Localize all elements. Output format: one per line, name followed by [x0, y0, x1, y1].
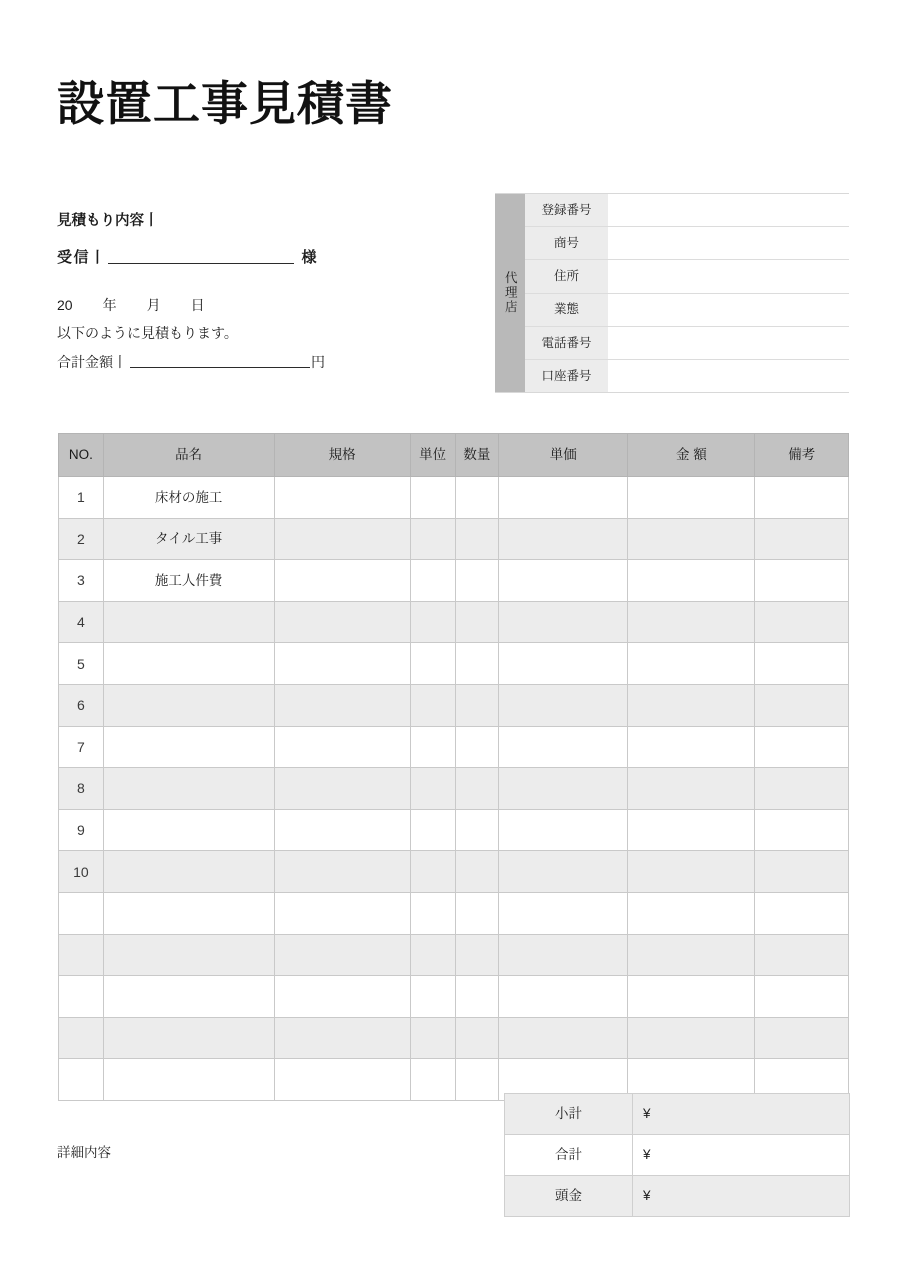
row-number: 9	[59, 809, 104, 851]
item-note[interactable]	[755, 851, 849, 893]
item-name[interactable]	[103, 684, 274, 726]
item-name[interactable]	[103, 601, 274, 643]
totals-body	[505, 1094, 850, 1217]
item-name[interactable]	[103, 726, 274, 768]
item-qty[interactable]	[455, 851, 499, 893]
item-spec[interactable]	[274, 560, 410, 602]
agency-side-label-text: 代理店	[503, 271, 518, 315]
item-name[interactable]: 施工人件費	[103, 560, 274, 602]
table-row	[59, 768, 849, 810]
item-spec[interactable]	[274, 726, 410, 768]
item-spec[interactable]	[274, 518, 410, 560]
agency-row-value[interactable]	[608, 294, 849, 326]
total-amount-row	[57, 355, 417, 369]
item-name[interactable]	[103, 976, 274, 1018]
row-number	[59, 892, 104, 934]
item-note[interactable]	[755, 643, 849, 685]
item-unit-price[interactable]	[499, 684, 628, 726]
item-name[interactable]: 床材の施工	[103, 477, 274, 519]
row-number: 7	[59, 726, 104, 768]
row-number: 5	[59, 643, 104, 685]
item-unit-price[interactable]	[499, 934, 628, 976]
item-note[interactable]	[755, 518, 849, 560]
item-qty[interactable]	[455, 684, 499, 726]
detail-content-label: 詳細内容	[57, 1145, 111, 1160]
totals-row-label: 頭金	[505, 1176, 633, 1217]
item-unit-price[interactable]	[499, 477, 628, 519]
agency-row-label: 業態	[525, 294, 608, 326]
items-header-cell: 単価	[499, 434, 628, 477]
agency-row-label: 口座番号	[525, 360, 608, 392]
item-qty[interactable]	[455, 560, 499, 602]
item-amount[interactable]	[628, 851, 755, 893]
item-unit[interactable]	[410, 684, 455, 726]
recipient-label: 受信丨	[57, 248, 107, 266]
item-amount[interactable]	[628, 726, 755, 768]
item-unit[interactable]	[410, 976, 455, 1018]
agency-row	[525, 327, 849, 360]
totals-table	[504, 1093, 850, 1217]
agency-info-table	[495, 193, 849, 393]
item-unit[interactable]	[410, 892, 455, 934]
agency-row-label: 電話番号	[525, 327, 608, 359]
table-row	[59, 518, 849, 560]
item-name[interactable]	[103, 934, 274, 976]
item-qty[interactable]	[455, 809, 499, 851]
estimate-meta-block	[57, 214, 417, 369]
table-row	[59, 601, 849, 643]
items-header-cell: 品名	[103, 434, 274, 477]
date-day-unit: 日	[190, 296, 205, 313]
item-unit[interactable]	[410, 643, 455, 685]
row-number	[59, 1059, 104, 1101]
item-name[interactable]	[103, 892, 274, 934]
items-table-body	[59, 477, 849, 1101]
agency-row-value[interactable]	[608, 360, 849, 392]
agency-rows	[525, 194, 849, 392]
page-title: 設置工事見積書	[57, 77, 393, 130]
row-number	[59, 1017, 104, 1059]
item-unit-price[interactable]	[499, 768, 628, 810]
item-unit-price[interactable]	[499, 976, 628, 1018]
totals-row-value[interactable]: ¥	[633, 1135, 850, 1176]
estimate-content-heading: 見積もり内容丨	[57, 213, 159, 229]
item-unit[interactable]	[410, 518, 455, 560]
row-number: 3	[59, 560, 104, 602]
totals-row-label: 小計	[505, 1094, 633, 1135]
agency-row-label: 登録番号	[525, 194, 608, 226]
table-row	[59, 684, 849, 726]
item-qty[interactable]	[455, 601, 499, 643]
item-name[interactable]: タイル工事	[103, 518, 274, 560]
item-unit-price[interactable]	[499, 1017, 628, 1059]
item-unit[interactable]	[410, 1017, 455, 1059]
item-qty[interactable]	[455, 768, 499, 810]
agency-side-label	[495, 194, 525, 392]
table-row	[59, 934, 849, 976]
item-note[interactable]	[755, 809, 849, 851]
items-header-cell: 備考	[755, 434, 849, 477]
table-row	[59, 1017, 849, 1059]
agency-row-value[interactable]	[608, 194, 849, 226]
row-number: 10	[59, 851, 104, 893]
item-unit[interactable]	[410, 560, 455, 602]
item-qty[interactable]	[455, 726, 499, 768]
date-row	[57, 298, 417, 312]
recipient-input-line[interactable]	[108, 251, 294, 264]
item-spec[interactable]	[274, 976, 410, 1018]
item-name[interactable]	[103, 851, 274, 893]
item-spec[interactable]	[274, 1017, 410, 1059]
item-note[interactable]	[755, 726, 849, 768]
table-row	[59, 809, 849, 851]
agency-row-value[interactable]	[608, 227, 849, 259]
row-number: 6	[59, 684, 104, 726]
row-number	[59, 976, 104, 1018]
item-qty[interactable]	[455, 892, 499, 934]
item-unit[interactable]	[410, 477, 455, 519]
agency-row-label: 住所	[525, 260, 608, 292]
item-note[interactable]	[755, 934, 849, 976]
agency-row-value[interactable]	[608, 260, 849, 292]
total-amount-input-line[interactable]	[130, 356, 310, 368]
item-spec[interactable]	[274, 643, 410, 685]
item-unit[interactable]	[410, 851, 455, 893]
item-amount[interactable]	[628, 768, 755, 810]
item-amount[interactable]	[628, 477, 755, 519]
item-note[interactable]	[755, 976, 849, 1018]
item-spec[interactable]	[274, 768, 410, 810]
agency-row	[525, 360, 849, 392]
item-note[interactable]	[755, 477, 849, 519]
item-spec[interactable]	[274, 684, 410, 726]
totals-row-value[interactable]: ¥	[633, 1094, 850, 1135]
item-amount[interactable]	[628, 643, 755, 685]
item-amount[interactable]	[628, 934, 755, 976]
totals-row	[505, 1094, 850, 1135]
item-amount[interactable]	[628, 892, 755, 934]
totals-row	[505, 1135, 850, 1176]
totals-row-value[interactable]: ¥	[633, 1176, 850, 1217]
agency-row	[525, 194, 849, 227]
item-unit[interactable]	[410, 726, 455, 768]
items-header-cell: 単位	[410, 434, 455, 477]
item-name[interactable]	[103, 768, 274, 810]
item-note[interactable]	[755, 601, 849, 643]
item-unit-price[interactable]	[499, 892, 628, 934]
item-note[interactable]	[755, 684, 849, 726]
agency-row-value[interactable]	[608, 327, 849, 359]
item-unit-price[interactable]	[499, 518, 628, 560]
table-row	[59, 477, 849, 519]
item-amount[interactable]	[628, 684, 755, 726]
item-amount[interactable]	[628, 1017, 755, 1059]
agency-row	[525, 260, 849, 293]
row-number: 2	[59, 518, 104, 560]
item-amount[interactable]	[628, 601, 755, 643]
item-note[interactable]	[755, 768, 849, 810]
item-qty[interactable]	[455, 1017, 499, 1059]
item-name[interactable]	[103, 809, 274, 851]
item-amount[interactable]	[628, 809, 755, 851]
item-unit-price[interactable]	[499, 726, 628, 768]
item-name[interactable]	[103, 1017, 274, 1059]
total-amount-unit: 円	[311, 353, 325, 370]
agency-row	[525, 294, 849, 327]
item-unit-price[interactable]	[499, 601, 628, 643]
item-spec[interactable]	[274, 477, 410, 519]
items-header-cell: 金 額	[628, 434, 755, 477]
item-spec[interactable]	[274, 809, 410, 851]
recipient-honorific: 様	[301, 248, 317, 266]
agency-row-label: 商号	[525, 227, 608, 259]
item-qty[interactable]	[455, 477, 499, 519]
row-number: 4	[59, 601, 104, 643]
item-spec[interactable]	[274, 892, 410, 934]
items-header-cell: NO.	[59, 434, 104, 477]
item-amount[interactable]	[628, 560, 755, 602]
item-spec[interactable]	[274, 934, 410, 976]
table-row	[59, 560, 849, 602]
row-number	[59, 934, 104, 976]
items-table-header	[59, 434, 849, 477]
table-row	[59, 976, 849, 1018]
total-amount-label: 合計金額丨	[57, 353, 127, 370]
totals-row-label: 合計	[505, 1135, 633, 1176]
row-number: 8	[59, 768, 104, 810]
item-name[interactable]	[103, 643, 274, 685]
item-unit-price[interactable]	[499, 809, 628, 851]
table-row	[59, 726, 849, 768]
item-unit[interactable]	[410, 809, 455, 851]
items-header-row	[59, 434, 849, 477]
item-note[interactable]	[755, 1017, 849, 1059]
items-header-cell: 数量	[455, 434, 499, 477]
item-name[interactable]	[103, 1059, 274, 1101]
item-note[interactable]	[755, 560, 849, 602]
item-unit[interactable]	[410, 601, 455, 643]
item-unit-price[interactable]	[499, 560, 628, 602]
item-amount[interactable]	[628, 518, 755, 560]
table-row	[59, 643, 849, 685]
table-row	[59, 851, 849, 893]
item-spec[interactable]	[274, 601, 410, 643]
item-unit[interactable]	[410, 1059, 455, 1101]
item-unit-price[interactable]	[499, 643, 628, 685]
estimate-statement: 以下のように見積もります。	[57, 324, 238, 341]
row-number: 1	[59, 477, 104, 519]
totals-row	[505, 1176, 850, 1217]
date-year-prefix: 20	[57, 296, 73, 313]
recipient-row	[57, 250, 417, 265]
date-year-unit: 年	[102, 296, 117, 313]
item-note[interactable]	[755, 892, 849, 934]
item-qty[interactable]	[455, 643, 499, 685]
agency-row	[525, 227, 849, 260]
item-spec[interactable]	[274, 851, 410, 893]
item-unit[interactable]	[410, 768, 455, 810]
item-qty[interactable]	[455, 1059, 499, 1101]
items-table	[58, 433, 849, 1101]
table-row	[59, 892, 849, 934]
item-spec[interactable]	[274, 1059, 410, 1101]
item-qty[interactable]	[455, 976, 499, 1018]
item-unit-price[interactable]	[499, 851, 628, 893]
items-header-cell: 規格	[274, 434, 410, 477]
date-month-unit: 月	[146, 296, 161, 313]
item-unit[interactable]	[410, 934, 455, 976]
item-amount[interactable]	[628, 976, 755, 1018]
item-qty[interactable]	[455, 518, 499, 560]
item-qty[interactable]	[455, 934, 499, 976]
